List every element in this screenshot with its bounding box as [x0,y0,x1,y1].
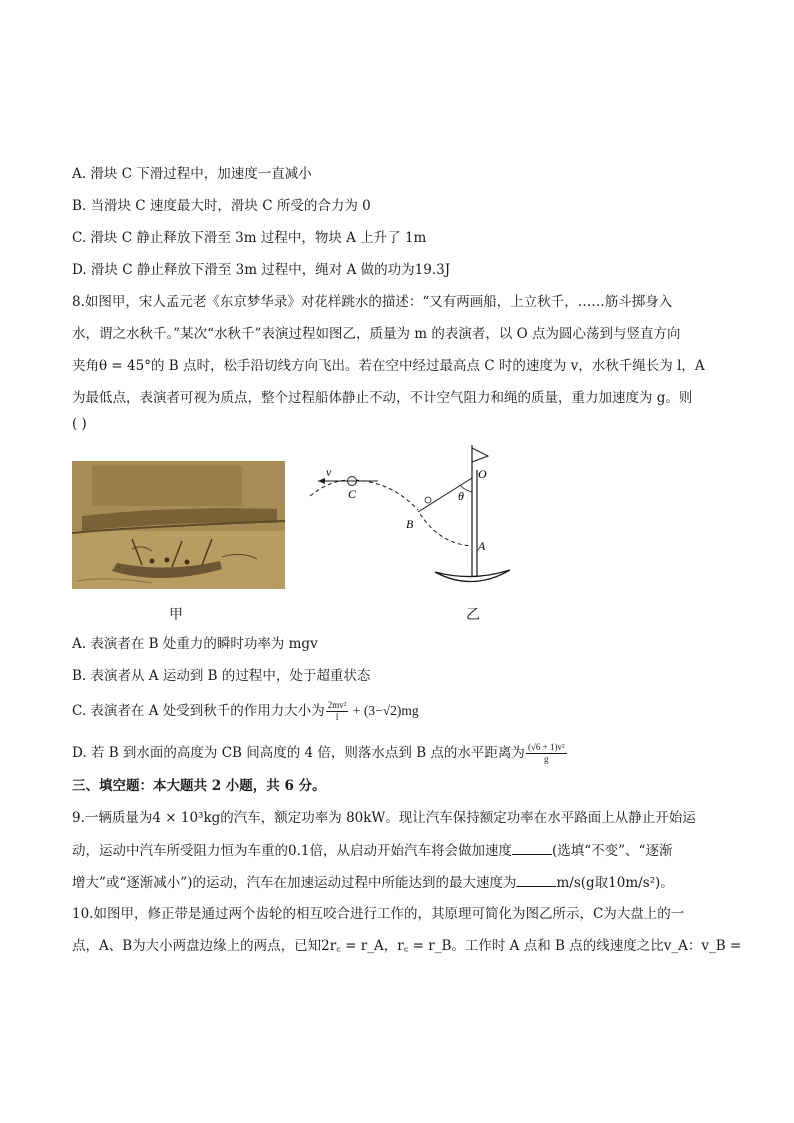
section-heading: 三、填空题：本大题共 2 小题，共 6 分。 [72,778,326,794]
q8-stem-line3: 夹角θ = 45°的 B 点时，松手沿切线方向飞出。若在空中经过最高点 C 时的速度为 v，水秋千绳长为 l，A [72,358,705,374]
q8-stem-line2: 水，谓之水秋千。”某次“水秋千”表演过程如图乙，质量为 m 的表演者，以 O 点为圆心荡到与竖直方向 [72,326,681,342]
q10-line2: 点，A、B为大小两盘边缘上的两点，已知2r꜀ = r_A，r꜀ = r_B。工作时 A 点和 B 点的线速度之比v_A：v_B = [72,938,742,954]
q8-stem-line4: 为最低点，表演者可视为质点，整个过程船体静止不动，不计空气阻力和绳的质量，重力加速度为 g。则 [72,390,693,406]
caption-jia: 甲 [169,607,183,623]
q10-line1: 10.如图甲，修正带是通过两个齿轮的相互咬合进行工作的，其原理可简化为图乙所示，C为大盘上的一 [72,906,685,922]
q8-answer-paren: ( ) [72,416,87,432]
painting-figure [72,461,285,589]
label-c: C [348,487,357,501]
fraction-d: $\frac{\text{(√6 + 1)v²}}{g}$ [527,742,565,764]
q9-line1: 9.一辆质量为4 × 10³kg的汽车，额定功率为 80kW。现让汽车保持额定功率在水平路面上从静止开始运 [72,810,696,826]
q9-line2: 动，运动中汽车所受阻力恒为车重的0.1倍，从启动开始汽车将会做加速度 (选填“不变”、“逐渐 [72,840,672,861]
q7-option-b: B. 当滑块 C 速度最大时，滑块 C 所受的合力为 0 [72,198,371,214]
answer-blank-2[interactable] [516,872,556,887]
q7-option-c: C. 滑块 C 静止释放下滑至 3m 过程中，物块 A 上升了 1m [72,230,427,246]
swing-diagram [300,440,510,595]
label-a: A [478,539,486,553]
q8-option-a: A. 表演者在 B 处重力的瞬时功率为 mgv [72,636,318,652]
label-b: B [406,517,414,531]
q7-option-d: D. 滑块 C 静止释放下滑至 3m 过程中，绳对 A 做的功为19.3J [72,262,451,278]
q8-option-b: B. 表演者从 A 运动到 B 的过程中，处于超重状态 [72,668,371,684]
q8-option-d: D. 若 B 到水面的高度为 CB 间高度的 4 倍，则落水点到 B 点的水平距离为 $\frac{\text{(√6 + 1)v²}}{g}$ [72,742,565,764]
label-v: v [326,465,332,479]
caption-yi: 乙 [466,607,480,623]
q9-line3: 增大”或“逐渐减小”)的运动，汽车在加速运动过程中所能达到的最大速度为 m/s(g取10m/s²)。 [72,872,674,893]
label-theta: θ [458,489,464,503]
label-o: O [478,467,487,481]
fraction-c: $\frac{\text{2mv²}}{l}$ [327,700,347,722]
q8-stem-line1: 8.如图甲，宋人孟元老《东京梦华录》对花样跳水的描述：“又有两画船，上立秋千，……筋斗掷身入 [72,294,673,310]
answer-blank-1[interactable] [512,840,552,855]
q8-option-c: C. 表演者在 A 处受到秋千的作用力大小为 $\frac{\text{2mv²}}{l}$ + (3−√2)mg [72,700,419,722]
q7-option-a: A. 滑块 C 下滑过程中，加速度一直减小 [72,166,312,182]
